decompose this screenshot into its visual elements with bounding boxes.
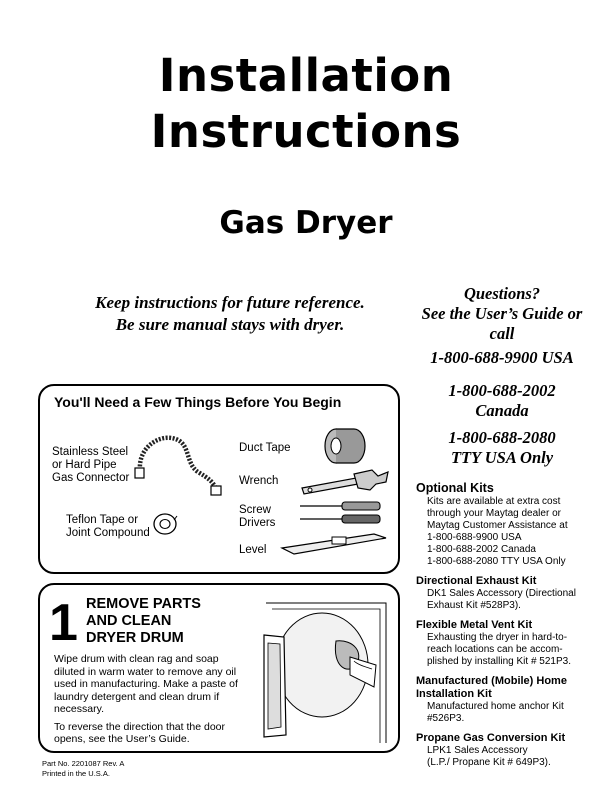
keep-line-2: Be sure manual stays with dryer. bbox=[115, 315, 345, 334]
wrench-label: Wrench bbox=[239, 475, 279, 487]
step-1-heading-line-1: REMOVE PARTS bbox=[86, 596, 201, 612]
kit-section bbox=[416, 732, 596, 769]
kit-text-line: reach locations can be accom- bbox=[427, 644, 563, 655]
step-1-body bbox=[54, 653, 252, 751]
tools-box bbox=[38, 384, 400, 574]
teflon-tape-label-line-1: Teflon Tape or bbox=[66, 514, 139, 526]
kit-text-line: DK1 Sales Accessory (Directional bbox=[427, 588, 576, 599]
dryer-drum-illustration bbox=[254, 595, 394, 745]
step-number: 1 bbox=[49, 594, 78, 652]
kit-heading: Directional Exhaust Kit bbox=[416, 575, 537, 587]
title-line-1: Installation bbox=[158, 49, 454, 102]
tools-box-title: You'll Need a Few Things Before You Begin bbox=[54, 394, 342, 410]
gas-connector-label bbox=[52, 446, 129, 485]
kit-heading-line-2: Installation Kit bbox=[416, 688, 492, 700]
optional-kits bbox=[416, 481, 596, 769]
kit-section bbox=[416, 575, 596, 612]
phone-tty-number: 1-800-688-2080 bbox=[448, 428, 556, 447]
title-line-2: Instructions bbox=[150, 105, 462, 158]
step-1-para-2: To reverse the direction that the door opens, see the User’s Guide. bbox=[54, 720, 226, 745]
phone-canada bbox=[412, 381, 592, 421]
screw-drivers-label bbox=[239, 504, 275, 530]
gas-connector-label-line-1: Stainless Steel bbox=[52, 446, 129, 458]
kit-text bbox=[416, 632, 596, 668]
questions-block bbox=[412, 284, 592, 344]
kit-heading: Flexible Metal Vent Kit bbox=[416, 619, 533, 631]
questions-line-2: See the User’s Guide or bbox=[421, 304, 583, 323]
kit-text-line: Manufactured home anchor Kit bbox=[427, 701, 564, 712]
kit-text-line: Exhaust Kit #528P3). bbox=[427, 600, 521, 611]
step-1-para-1: Wipe drum with clean rag and soap diluted in warm water to remove any oil used in manufacturing. Make a paste of laundry detergent and clean drum if necessary. bbox=[54, 653, 238, 715]
screw-drivers-label-line-2: Drivers bbox=[239, 517, 276, 529]
step-1-heading bbox=[86, 596, 216, 647]
optional-intro-line-4: 1-800-688-9900 USA bbox=[427, 532, 522, 543]
phone-canada-number: 1-800-688-2002 bbox=[448, 381, 556, 400]
kit-text bbox=[416, 588, 596, 612]
step-1-box bbox=[38, 583, 400, 753]
part-number: Part No. 2201087 Rev. A bbox=[42, 759, 125, 768]
kit-text-line: (L.P./ Propane Kit # 649P3). bbox=[427, 757, 551, 768]
questions-line-1: Questions? bbox=[463, 284, 541, 303]
kit-heading: Manufactured (Mobile) Home bbox=[416, 675, 567, 687]
phone-tty bbox=[412, 428, 592, 468]
kit-text-line: LPK1 Sales Accessory bbox=[427, 745, 528, 756]
keep-instructions bbox=[60, 292, 400, 336]
kit-text bbox=[416, 701, 596, 725]
optional-intro-line-3: Maytag Customer Assistance at bbox=[427, 520, 568, 531]
screw-drivers-label-line-1: Screw bbox=[239, 504, 271, 516]
wrench-icon bbox=[296, 466, 392, 500]
keep-line-1: Keep instructions for future reference. bbox=[95, 293, 365, 312]
step-1-heading-line-2: AND CLEAN bbox=[86, 613, 172, 629]
phone-canada-label: Canada bbox=[475, 401, 529, 420]
optional-intro-line-5: 1-800-688-2002 Canada bbox=[427, 544, 536, 555]
kit-text-line: plished by installing Kit # 521P3. bbox=[427, 656, 571, 667]
optional-intro-line-6: 1-800-688-2080 TTY USA Only bbox=[427, 556, 566, 567]
footer bbox=[42, 759, 124, 778]
kit-text bbox=[416, 745, 596, 769]
kit-section bbox=[416, 675, 596, 725]
kit-text-line: Exhausting the dryer in hard-to- bbox=[427, 632, 568, 643]
teflon-tape-icon bbox=[152, 510, 178, 536]
kit-heading: Propane Gas Conversion Kit bbox=[416, 732, 566, 744]
optional-intro-line-2: through your Maytag dealer or bbox=[427, 508, 561, 519]
step-1-heading-line-3: DRYER DRUM bbox=[86, 630, 184, 646]
optional-kits-intro bbox=[416, 496, 596, 568]
teflon-tape-label-line-2: Joint Compound bbox=[66, 527, 150, 539]
teflon-tape-label bbox=[66, 514, 150, 540]
printed-in: Printed in the U.S.A. bbox=[42, 768, 110, 778]
subtitle: Gas Dryer bbox=[219, 205, 393, 241]
gas-connector-label-line-3: Gas Connector bbox=[52, 472, 130, 484]
duct-tape-icon bbox=[322, 426, 366, 466]
phone-usa: 1-800-688-9900 USA bbox=[430, 348, 574, 367]
kit-section bbox=[416, 619, 596, 668]
gas-connector-icon bbox=[132, 426, 228, 498]
optional-intro-line-1: Kits are available at extra cost bbox=[427, 496, 561, 507]
kit-text-line: #526P3. bbox=[427, 713, 465, 724]
questions-line-3: call bbox=[489, 324, 515, 343]
phone-tty-label: TTY USA Only bbox=[450, 448, 554, 467]
level-icon bbox=[278, 526, 390, 560]
optional-kits-title: Optional Kits bbox=[416, 481, 494, 495]
gas-connector-label-line-2: or Hard Pipe bbox=[52, 459, 117, 471]
duct-tape-label: Duct Tape bbox=[239, 442, 291, 454]
screwdrivers-icon bbox=[296, 500, 388, 526]
level-label: Level bbox=[239, 544, 267, 556]
